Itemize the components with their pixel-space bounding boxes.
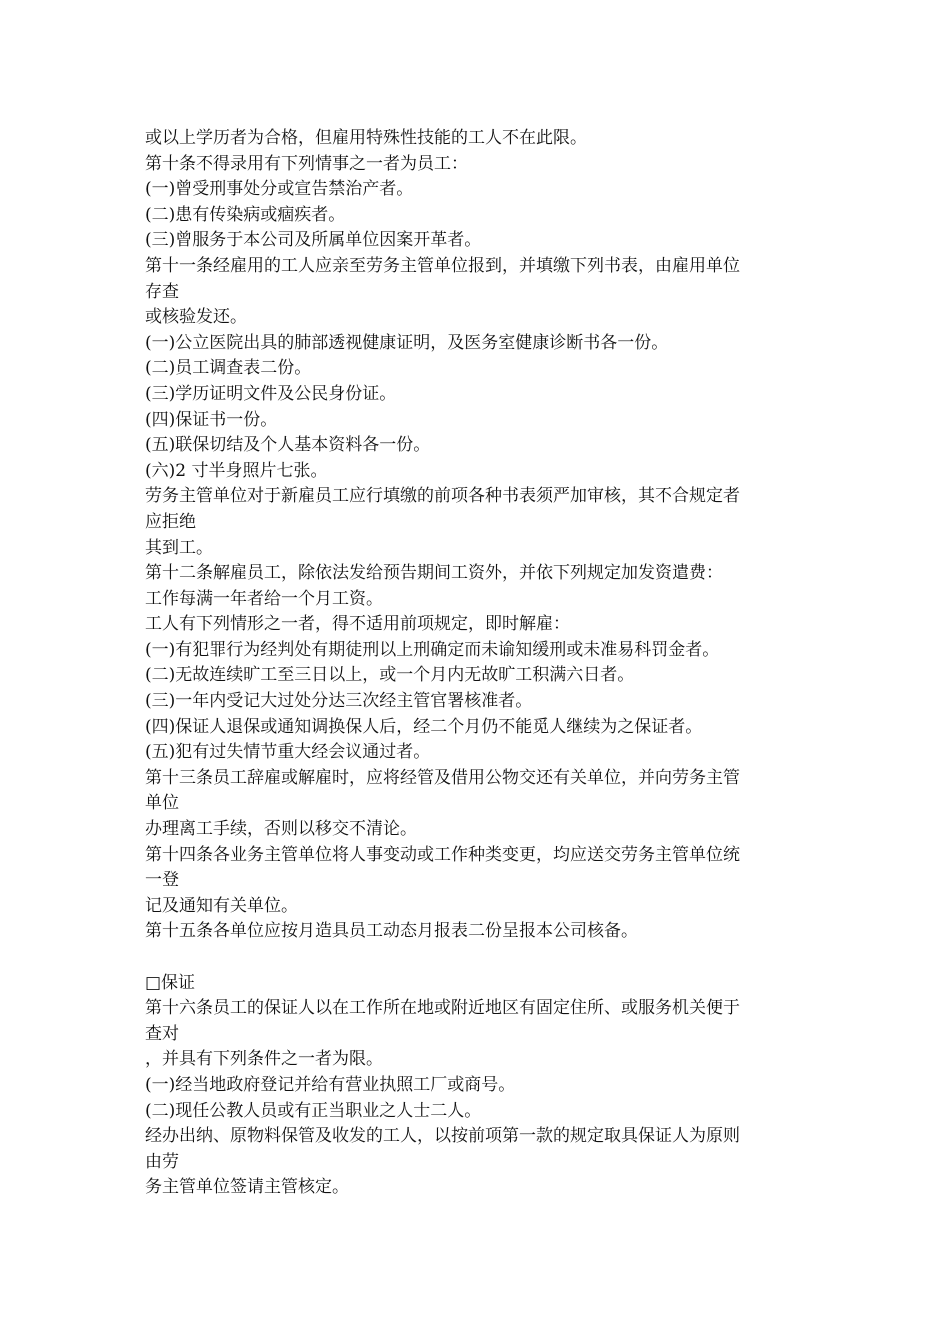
text-line: 工作每满一年者给一个月工资。 <box>145 588 383 609</box>
text-line: 经办出纳、原物料保管及收发的工人，以按前项第一款的规定取具保证人为原则 <box>145 1126 740 1147</box>
text-line: (二)无故连续旷工至三日以上，或一个月内无故旷工积满六日者。 <box>145 665 635 686</box>
text-line: 一登 <box>145 870 179 891</box>
text-line: (一)经当地政府登记并给有营业执照工厂或商号。 <box>145 1074 516 1095</box>
text-line: 查对 <box>145 1023 179 1044</box>
text-line: 记及通知有关单位。 <box>145 895 298 916</box>
text-line: □保证 <box>145 972 196 993</box>
text-line: (五)犯有过失情节重大经会议通过者。 <box>145 742 431 763</box>
text-line: 第十二条解雇员工，除依法发给预告期间工资外，并依下列规定加发资遣费： <box>145 563 723 584</box>
text-line: 务主管单位签请主管核定。 <box>145 1177 349 1198</box>
text-line: (六)2 寸半身照片七张。 <box>145 460 328 481</box>
text-line: (一)公立医院出具的肺部透视健康证明，及医务室健康诊断书各一份。 <box>145 332 669 353</box>
text-line: (一)有犯罪行为经判处有期徒刑以上刑确定而未谕知缓刑或未准易科罚金者。 <box>145 639 720 660</box>
text-line: 第十条不得录用有下列情事之一者为员工： <box>145 153 468 174</box>
text-line: 第十五条各单位应按月造具员工动态月报表二份呈报本公司核备。 <box>145 921 638 942</box>
text-line: 或核验发还。 <box>145 307 247 328</box>
text-line: (三)曾服务于本公司及所属单位因案开革者。 <box>145 230 482 251</box>
text-line: ，并具有下列条件之一者为限。 <box>145 1049 383 1070</box>
text-line: (四)保证人退保或通知调换保人后，经二个月仍不能觅人继续为之保证者。 <box>145 716 703 737</box>
text-line: (三)一年内受记大过处分达三次经主管官署核准者。 <box>145 691 533 712</box>
text-line: 工人有下列情形之一者，得不适用前项规定，即时解雇： <box>145 614 570 635</box>
text-line: 第十四条各业务主管单位将人事变动或工作种类变更，均应送交劳务主管单位统 <box>145 844 740 865</box>
text-line: 单位 <box>145 793 179 814</box>
text-line: 存查 <box>145 281 179 302</box>
text-line: 由劳 <box>145 1151 179 1172</box>
text-line: (一)曾受刑事处分或宣告禁治产者。 <box>145 179 414 200</box>
text-line: 第十一条经雇用的工人应亲至劳务主管单位报到，并填缴下列书表，由雇用单位 <box>145 255 740 276</box>
text-line: 或以上学历者为合格，但雇用特殊性技能的工人不在此限。 <box>145 128 587 148</box>
text-line: (五)联保切结及个人基本资料各一份。 <box>145 435 431 456</box>
text-line: (二)现任公教人员或有正当职业之人士二人。 <box>145 1100 482 1121</box>
text-line: 第十三条员工辞雇或解雇时，应将经管及借用公物交还有关单位，并向劳务主管 <box>145 767 740 788</box>
text-line: 应拒绝 <box>145 511 196 532</box>
text-line: 第十六条员工的保证人以在工作所在地或附近地区有固定住所、或服务机关便于 <box>145 998 740 1019</box>
text-line: (三)学历证明文件及公民身份证。 <box>145 383 397 404</box>
text-line: (二)员工调查表二份。 <box>145 358 312 379</box>
text-line: (二)患有传染病或痼疾者。 <box>145 204 346 225</box>
text-line: (四)保证书一份。 <box>145 409 278 430</box>
text-line: 办理离工手续，否则以移交不清论。 <box>145 819 417 840</box>
document-body <box>145 126 815 1201</box>
text-line: 劳务主管单位对于新雇员工应行填缴的前项各种书表须严加审核，其不合规定者 <box>145 486 740 507</box>
blank-line <box>145 945 815 971</box>
text-line: 其到工。 <box>145 537 213 558</box>
